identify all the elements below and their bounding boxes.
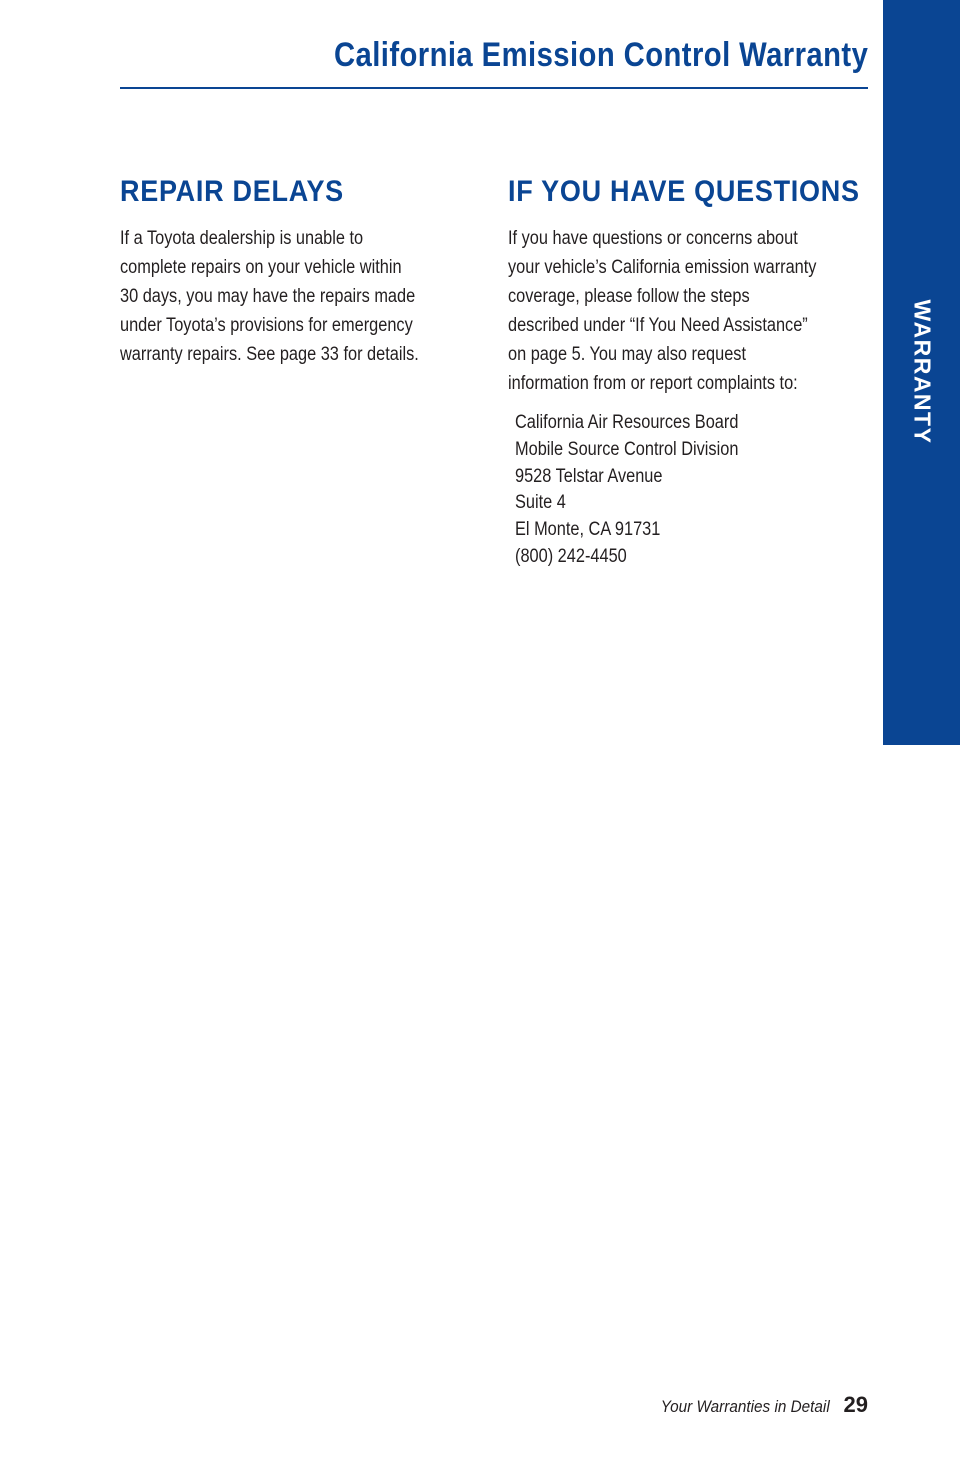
address-line: El Monte, CA 91731 <box>515 519 661 541</box>
side-tab-label: WARRANTY <box>909 299 935 445</box>
text-line: warranty repairs. See page 33 for details. <box>120 344 419 365</box>
address-line: 9528 Telstar Avenue <box>515 465 663 487</box>
address-line: California Air Resources Board <box>515 412 739 433</box>
page-number: 29 <box>843 1392 868 1417</box>
text-line: described under “If You Need Assistance” <box>508 315 808 336</box>
repair-delays-body <box>120 224 473 369</box>
title-divider <box>120 87 868 89</box>
footer-label: Your Warranties in Detail <box>660 1397 830 1416</box>
text-line: on page 5. You may also request <box>508 344 747 365</box>
page-title: California Emission Control Warranty <box>333 36 868 74</box>
questions-body <box>508 224 869 398</box>
address-line: Suite 4 <box>515 492 566 514</box>
carb-address <box>515 410 827 571</box>
text-line: information from or report complaints to: <box>508 373 798 394</box>
text-line: 30 days, you may have the repairs made <box>120 286 416 307</box>
text-line: If you have questions or concerns about <box>508 228 798 249</box>
repair-delays-section <box>120 172 470 369</box>
phone-number: (800) 242-4450 <box>515 545 627 567</box>
address-line: Mobile Source Control Division <box>515 438 739 460</box>
text-line: coverage, please follow the steps <box>508 286 750 307</box>
text-line: complete repairs on your vehicle within <box>120 257 402 278</box>
repair-delays-heading: REPAIR DELAYS <box>120 175 344 208</box>
text-line: under Toyota’s provisions for emergency <box>120 315 413 336</box>
text-line: your vehicle’s California emission warranty <box>508 257 817 278</box>
text-line: If a Toyota dealership is unable to <box>120 228 364 249</box>
page-footer <box>642 1392 868 1418</box>
questions-section <box>508 172 878 571</box>
questions-heading: IF YOU HAVE QUESTIONS <box>508 175 860 208</box>
